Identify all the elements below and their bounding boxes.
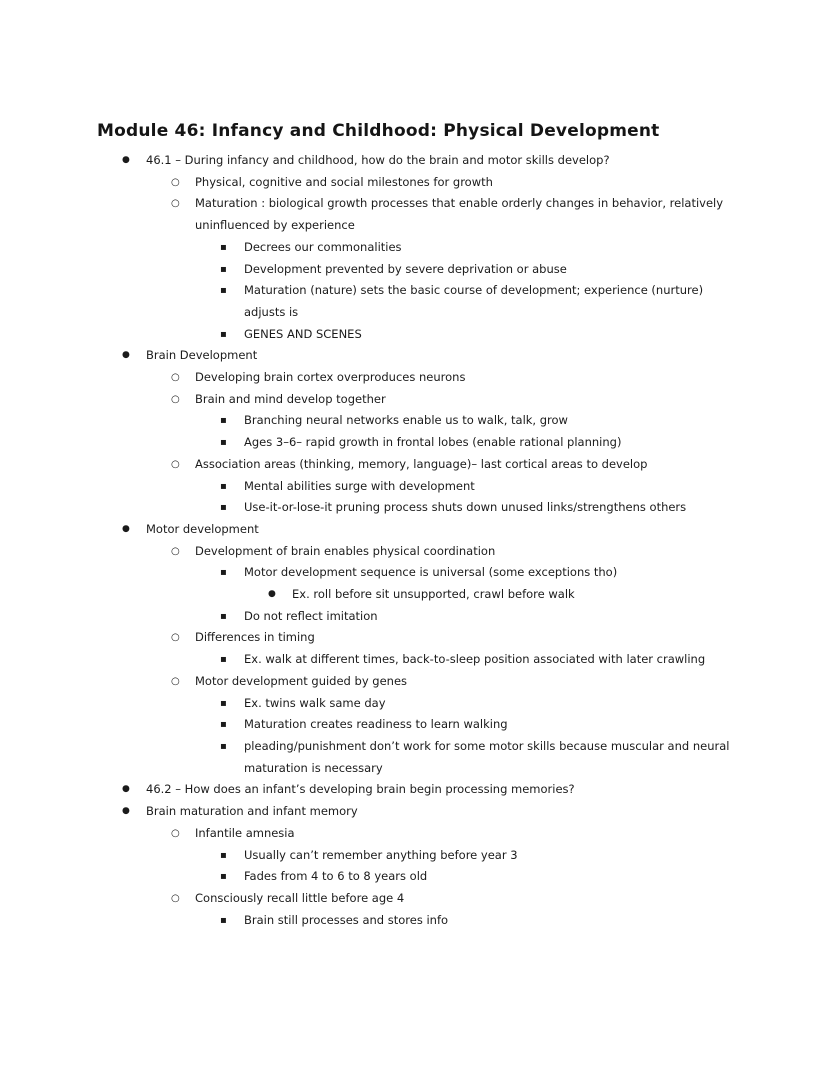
list-item — [97, 432, 748, 454]
list-item-text: Maturation creates readiness to learn walking — [244, 717, 508, 732]
document-title: Module 46: Infancy and Childhood: Physical Development — [97, 121, 660, 141]
list-item-text: Ex. twins walk same day — [244, 695, 386, 710]
list-item — [97, 237, 748, 259]
list-item — [97, 410, 748, 432]
bullet-icon: ○ — [171, 372, 180, 384]
list-item-text: Ages 3–6– rapid growth in frontal lobes (enable rational planning) — [244, 435, 622, 450]
list-item — [97, 345, 748, 367]
list-item — [97, 714, 748, 736]
list-item-text: Brain still processes and stores info — [244, 912, 449, 927]
bullet-icon: ○ — [171, 458, 180, 470]
list-item-text: Development of brain enables physical coordination — [195, 543, 496, 558]
list-item-text: Motor development — [146, 521, 259, 536]
list-item-text: Brain maturation and infant memory — [146, 804, 358, 819]
list-item — [97, 562, 748, 584]
bullet-icon: ▪ — [220, 914, 227, 926]
bullet-icon: ○ — [171, 632, 180, 644]
list-item — [97, 584, 748, 606]
list-item — [97, 259, 748, 281]
list-item-text: Development prevented by severe deprivation or abuse — [244, 261, 567, 276]
list-item-text: Physical, cognitive and social milestones for growth — [195, 174, 493, 189]
bullet-icon: ● — [122, 784, 130, 795]
bullet-icon: ▪ — [220, 740, 227, 752]
list-item-text: Maturation (nature) sets the basic course of development; experience (nurture) adjusts is — [244, 283, 704, 319]
list-item — [97, 888, 748, 910]
bullet-icon: ○ — [171, 198, 180, 210]
list-item-text: Motor development guided by genes — [195, 673, 408, 688]
bullet-icon: ▪ — [220, 480, 227, 492]
list-item-text: Use-it-or-lose-it pruning process shuts down unused links/strengthens others — [244, 500, 687, 515]
list-item-text: Developing brain cortex overproduces neurons — [195, 370, 466, 385]
list-item — [97, 910, 748, 932]
bullet-icon: ▪ — [220, 567, 227, 579]
list-item-text: 46.1 – During infancy and childhood, how do the brain and motor skills develop? — [146, 153, 610, 167]
list-item — [97, 736, 748, 779]
outline-list — [97, 150, 748, 931]
list-item-text: Infantile amnesia — [195, 825, 295, 840]
bullet-icon: ○ — [171, 892, 180, 904]
bullet-icon: ● — [122, 523, 130, 534]
list-item-text: Association areas (thinking, memory, language)– last cortical areas to develop — [195, 456, 648, 471]
list-item-text: Differences in timing — [195, 630, 315, 645]
list-item — [97, 519, 748, 541]
bullet-icon: ▪ — [220, 328, 227, 340]
list-item-text: Motor development sequence is universal (some exceptions tho) — [244, 565, 618, 580]
list-item — [97, 193, 748, 236]
list-item — [97, 324, 748, 346]
list-item — [97, 280, 748, 323]
list-item — [97, 389, 748, 411]
list-item-text: Brain Development — [146, 348, 258, 363]
bullet-icon: ▪ — [220, 719, 227, 731]
list-item — [97, 627, 748, 649]
bullet-icon: ○ — [171, 393, 180, 405]
bullet-icon: ○ — [171, 176, 180, 188]
list-item — [97, 845, 748, 867]
list-item-text: Fades from 4 to 6 to 8 years old — [244, 869, 428, 884]
bullet-icon: ▪ — [220, 263, 227, 275]
bullet-icon: ● — [268, 589, 276, 600]
list-item — [97, 606, 748, 628]
bullet-icon: ○ — [171, 545, 180, 557]
list-item-text: pleading/punishment don’t work for some motor skills because muscular and neural maturation is necessary — [244, 738, 730, 775]
list-item — [97, 367, 748, 389]
list-item — [97, 671, 748, 693]
list-item-text: 46.2 – How does an infant’s developing brain begin processing memories? — [146, 782, 575, 797]
bullet-icon: ▪ — [220, 849, 227, 861]
list-item-text: Ex. roll before sit unsupported, crawl before walk — [292, 587, 575, 602]
list-item — [97, 779, 748, 801]
list-item-text: Branching neural networks enable us to walk, talk, grow — [244, 413, 568, 428]
list-item-text: Consciously recall little before age 4 — [195, 890, 405, 905]
list-item — [97, 541, 748, 563]
list-item-text: GENES AND SCENES — [244, 326, 362, 341]
list-item-text: Decrees our commonalities — [244, 239, 402, 254]
list-item — [97, 801, 748, 823]
bullet-icon: ▪ — [220, 610, 227, 622]
bullet-icon: ○ — [171, 827, 180, 839]
list-item-text: Maturation : biological growth processes that enable orderly changes in behavior, relatively uninfluenced by experience — [195, 196, 724, 233]
list-item-text: Brain and mind develop together — [195, 391, 386, 406]
bullet-icon: ▪ — [220, 437, 227, 449]
list-item — [97, 150, 748, 172]
bullet-icon: ○ — [171, 675, 180, 687]
bullet-icon: ▪ — [220, 697, 227, 709]
list-item-text: Ex. walk at different times, back-to-sleep position associated with later crawling — [244, 652, 706, 667]
bullet-icon: ▪ — [220, 871, 227, 883]
bullet-icon: ● — [122, 155, 130, 165]
bullet-icon: ● — [122, 806, 130, 817]
bullet-icon: ▪ — [220, 285, 227, 297]
list-item-text: Do not reflect imitation — [244, 608, 378, 623]
list-item — [97, 866, 748, 888]
list-item — [97, 172, 748, 194]
bullet-icon: ▪ — [220, 502, 227, 514]
bullet-icon: ▪ — [220, 415, 227, 427]
list-item — [97, 693, 748, 715]
list-item — [97, 497, 748, 519]
list-item — [97, 476, 748, 498]
list-item — [97, 454, 748, 476]
bullet-icon: ● — [122, 350, 130, 361]
list-item-text: Usually can’t remember anything before year 3 — [244, 847, 518, 862]
bullet-icon: ▪ — [220, 241, 227, 253]
list-item-text: Mental abilities surge with development — [244, 478, 475, 493]
list-item — [97, 823, 748, 845]
list-item — [97, 649, 748, 671]
bullet-icon: ▪ — [220, 654, 227, 666]
